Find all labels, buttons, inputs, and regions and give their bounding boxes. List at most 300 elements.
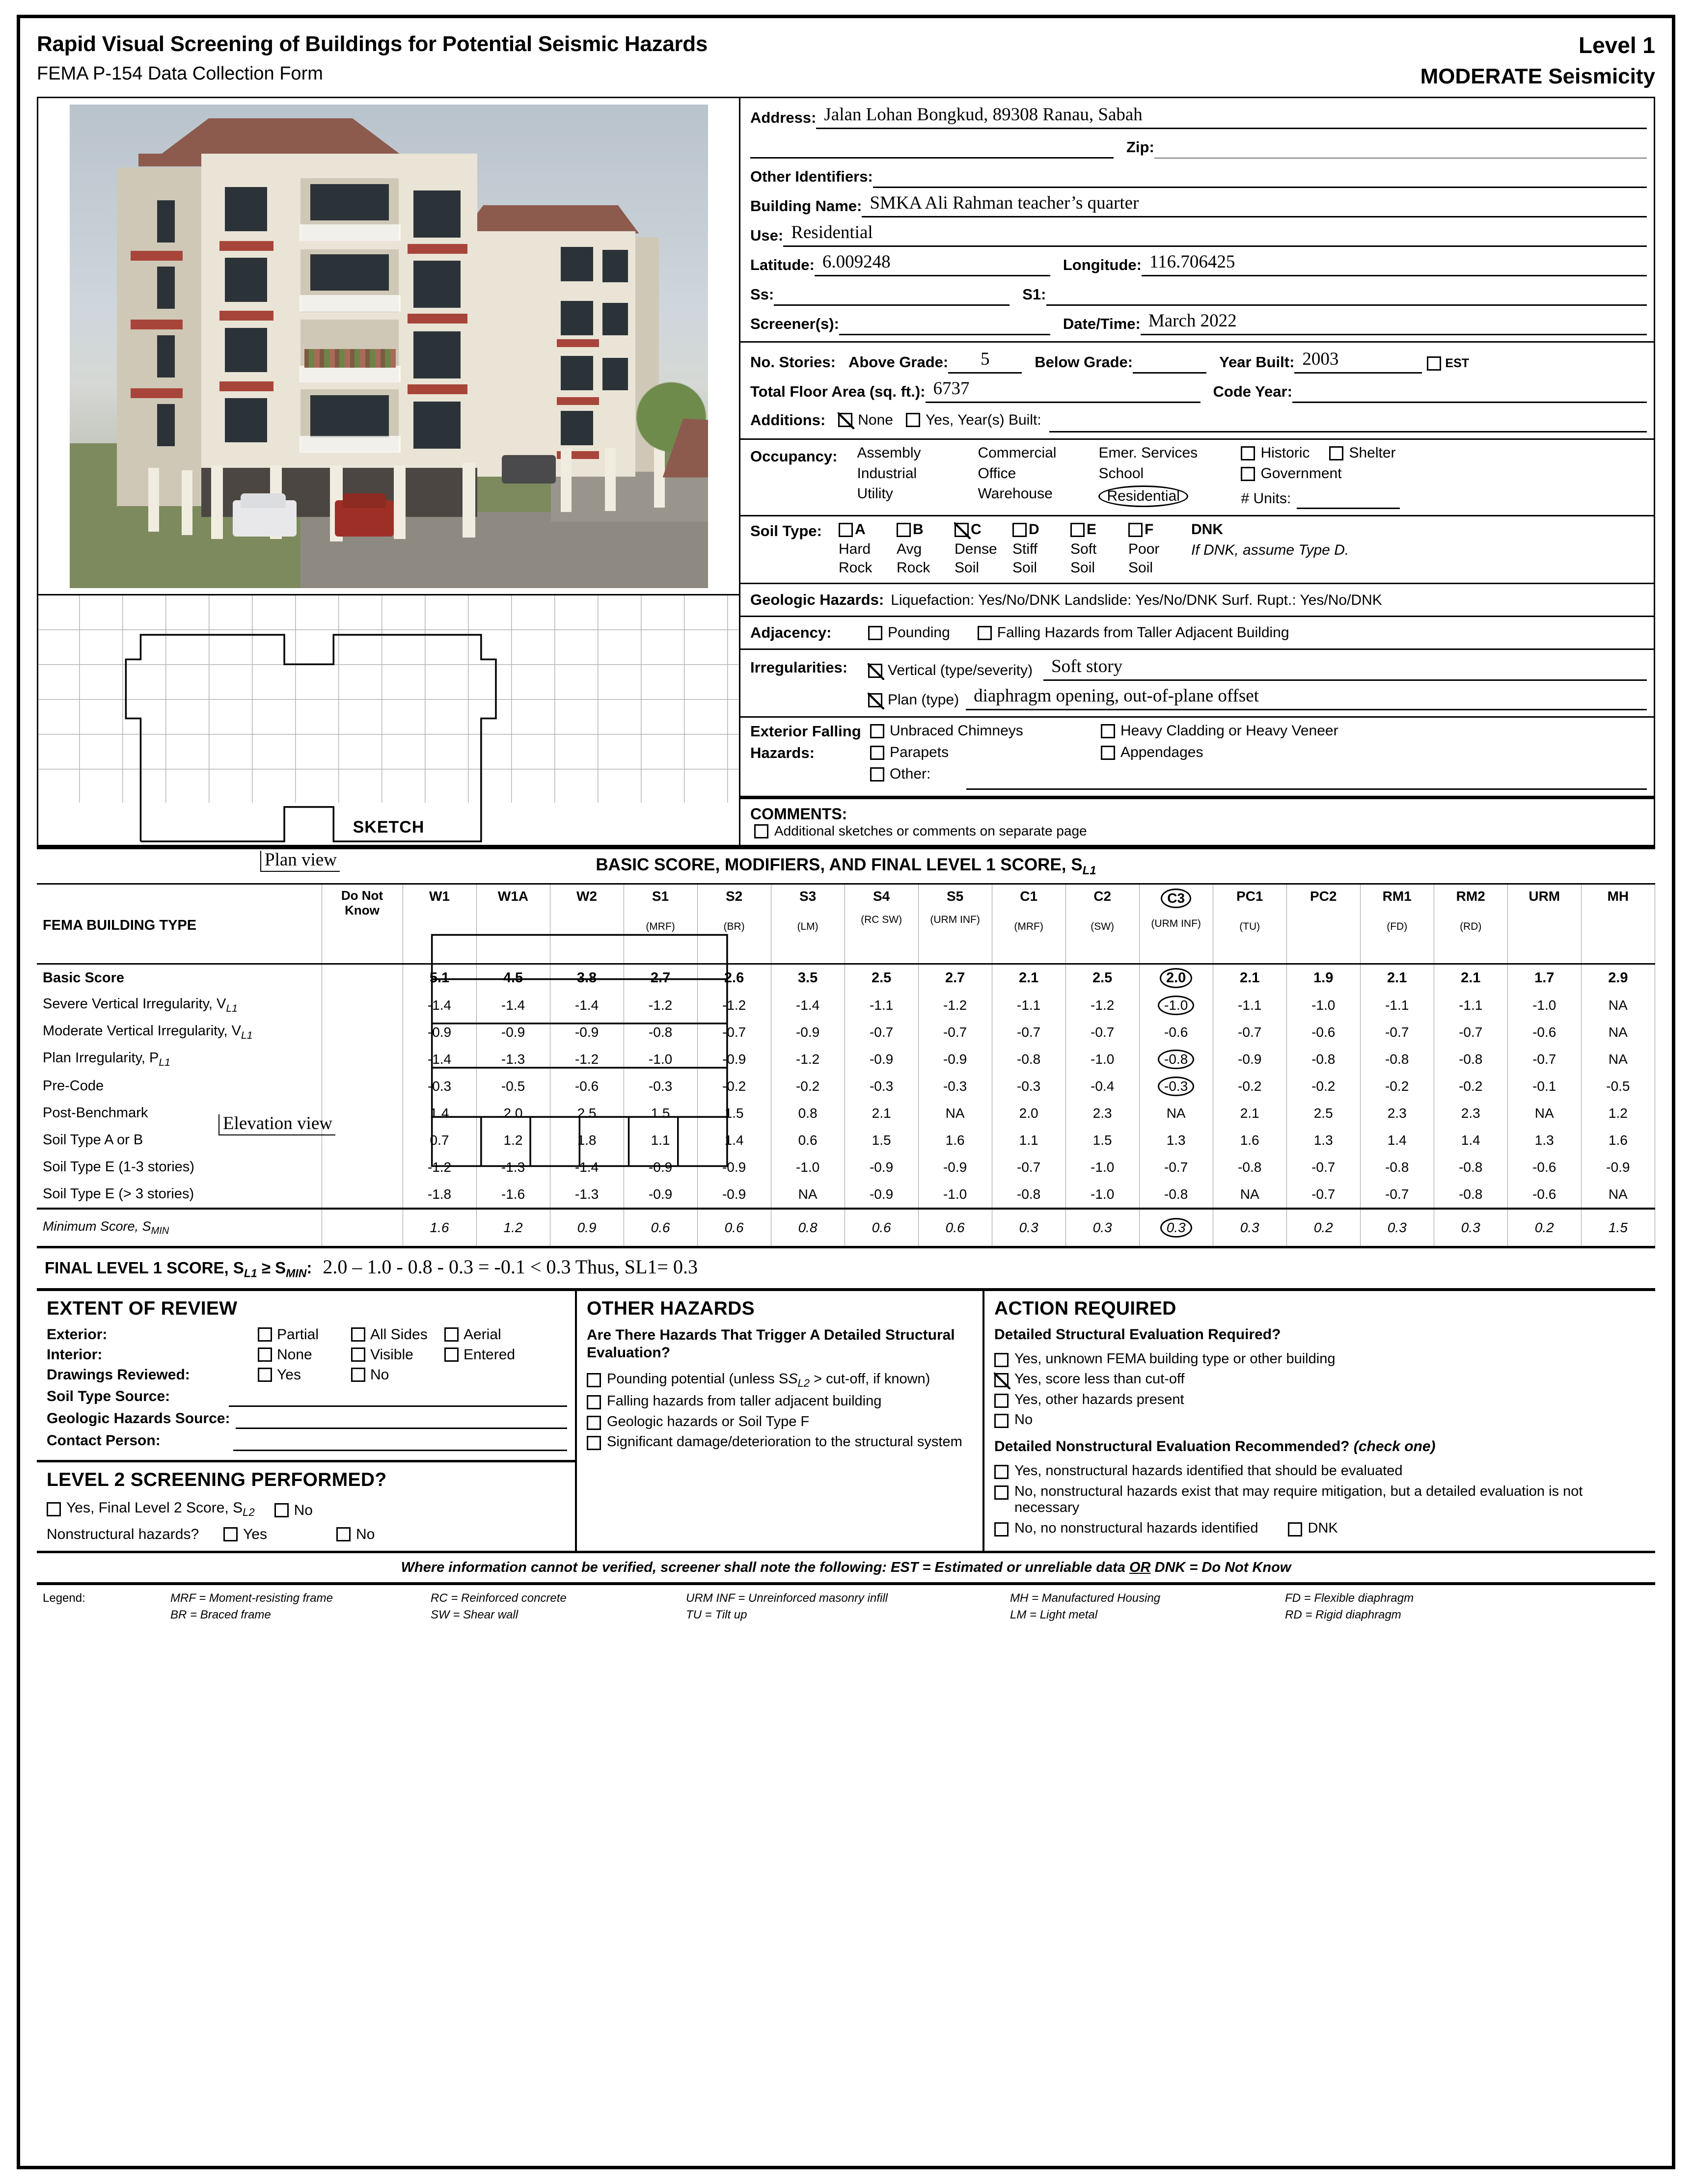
score-table-row: [37, 1181, 1655, 1209]
score-col-s3: S3 (LM): [771, 885, 845, 964]
interior-none-option[interactable]: None: [258, 1347, 351, 1363]
score-cell: 1.5: [1065, 1127, 1139, 1154]
historic-checkbox[interactable]: [1241, 446, 1255, 460]
ar-unknown-type-item[interactable]: Yes, unknown FEMA building type or other building: [994, 1351, 1647, 1368]
additions-none-checkbox[interactable]: [838, 413, 852, 427]
score-cell: NA: [1581, 1019, 1655, 1046]
ar-ns-no-mitigation-checkbox[interactable]: [994, 1485, 1009, 1500]
oh-damage-checkbox[interactable]: [587, 1436, 601, 1450]
score-cell: -1.0: [1065, 1181, 1139, 1209]
adjacency-block: [740, 617, 1654, 650]
soil-option-d[interactable]: [1012, 521, 1070, 577]
soil-option-c[interactable]: [955, 521, 1012, 577]
score-cell: -1.2: [697, 992, 771, 1019]
occupancy-block: [740, 440, 1654, 516]
score-cell: 2.1: [992, 964, 1065, 992]
pounding-checkbox[interactable]: [868, 626, 882, 640]
score-cell: 5.1: [403, 964, 476, 992]
min-score-cell: 0.3: [1139, 1209, 1213, 1247]
min-score-cell: 0.9: [550, 1209, 624, 1247]
address-label: Address:: [750, 109, 817, 126]
government-label: Government: [1260, 465, 1342, 482]
score-cell: NA: [918, 1100, 992, 1127]
legend-rd: RD = Rigid diaphragm: [1285, 1608, 1401, 1622]
ar-ns-none-item[interactable]: No, no nonstructural hazards identified: [994, 1520, 1258, 1537]
score-cell: -0.7: [1434, 1019, 1507, 1046]
additions-none-label: None: [858, 411, 893, 428]
score-cell: 2.5: [845, 964, 918, 992]
parapets-option[interactable]: [870, 744, 1101, 761]
year-built-label: Year Built:: [1219, 353, 1295, 371]
score-cell: -0.2: [1286, 1073, 1360, 1100]
score-cell: -0.8: [624, 1019, 697, 1046]
use-field[interactable]: Residential: [783, 222, 1647, 247]
plan-irregularity-option[interactable]: [868, 692, 959, 710]
score-cell: -0.7: [697, 1019, 771, 1046]
score-cell: -1.1: [992, 992, 1065, 1019]
screeners-label: Screener(s):: [750, 315, 839, 332]
score-cell: -0.7: [992, 1154, 1065, 1181]
score-cell: -1.1: [1434, 992, 1507, 1019]
other-identifiers-field[interactable]: [873, 163, 1647, 188]
geologic-hazards-label: Geologic Hazards:: [750, 591, 884, 608]
score-cell: 2.6: [697, 964, 771, 992]
ar-other-hazards-item[interactable]: Yes, other hazards present: [994, 1392, 1647, 1408]
score-cell: -1.2: [624, 992, 697, 1019]
score-cell: 2.9: [1581, 964, 1655, 992]
score-cell: -0.9: [624, 1154, 697, 1181]
score-cell: 2.1: [1213, 1100, 1286, 1127]
interior-none-checkbox[interactable]: [258, 1348, 272, 1362]
score-cell: 2.3: [1065, 1100, 1139, 1127]
page-title: Rapid Visual Screening of Buildings for Potential Seismic Hazards: [37, 32, 708, 56]
additions-none-option[interactable]: [838, 412, 893, 429]
address-field[interactable]: Jalan Lohan Bongkud, 89308 Ranau, Sabah: [816, 104, 1647, 129]
score-cell: 1.1: [992, 1127, 1065, 1154]
drawings-reviewed-label: Drawings Reviewed:: [47, 1366, 190, 1383]
exterior-allsides-checkbox[interactable]: [351, 1327, 365, 1342]
soil-option-a[interactable]: [839, 521, 897, 577]
drawings-yes-checkbox[interactable]: [258, 1368, 272, 1382]
soil-a-sub1: Hard: [839, 541, 871, 557]
additional-sketches-checkbox[interactable]: [754, 824, 768, 838]
score-cell: -1.6: [476, 1181, 550, 1209]
soil-e-sub1: Soft: [1070, 541, 1097, 557]
below-grade-label: Below Grade:: [1035, 353, 1133, 371]
adjacency-falling-option[interactable]: [978, 624, 1289, 641]
legend-tu: TU = Tilt up: [686, 1608, 747, 1622]
appendages-checkbox[interactable]: [1101, 746, 1115, 760]
level2-nonstructural-label: Nonstructural hazards?: [47, 1526, 199, 1542]
score-cell: -0.5: [1581, 1073, 1655, 1100]
min-score-cell: 0.3: [992, 1209, 1065, 1247]
other-hazard-checkbox[interactable]: [870, 767, 884, 782]
latitude-label: Latitude:: [750, 256, 815, 273]
level2-no-option[interactable]: No: [274, 1502, 313, 1520]
exterior-falling-hazards-block: [740, 718, 1654, 797]
ar-score-below-cutoff-checkbox[interactable]: [994, 1373, 1009, 1387]
unbraced-chimneys-label: Unbraced Chimneys: [890, 723, 1023, 739]
plan-irregularity-field[interactable]: diaphragm opening, out-of-plane offset: [966, 685, 1647, 710]
oh-falling-checkbox[interactable]: [587, 1395, 601, 1409]
ss-field[interactable]: [774, 281, 1010, 306]
score-col-urm: URM: [1507, 885, 1581, 964]
latitude-field[interactable]: 6.009248: [815, 251, 1050, 276]
score-cell: -0.9: [1213, 1046, 1286, 1073]
level2-screening-panel: [37, 1460, 575, 1546]
score-cell: -1.4: [550, 992, 624, 1019]
score-cell: 2.5: [1065, 964, 1139, 992]
score-col-w1: W1: [403, 885, 476, 964]
ar-no-checkbox[interactable]: [994, 1414, 1009, 1428]
exterior-review-label: Exterior:: [47, 1326, 108, 1343]
vertical-irregularity-checkbox[interactable]: [868, 664, 882, 678]
score-cell: -0.8: [1139, 1046, 1213, 1073]
geologic-hazards-items[interactable]: Liquefaction: Yes/No/DNK Landslide: Yes/No/DNK Surf. Rupt.: Yes/No/DNK: [891, 592, 1382, 608]
units-field[interactable]: [1297, 488, 1400, 509]
soil-option-f[interactable]: [1128, 521, 1186, 577]
soil-option-b[interactable]: [897, 521, 955, 577]
score-cell: -0.6: [1286, 1019, 1360, 1046]
score-cell: 2.0: [476, 1100, 550, 1127]
score-cell: 0.8: [771, 1100, 845, 1127]
est-checkbox[interactable]: [1427, 356, 1441, 371]
ar-unknown-type-checkbox[interactable]: [994, 1353, 1009, 1367]
legend-fd: FD = Flexible diaphragm: [1285, 1591, 1414, 1605]
parapets-label: Parapets: [890, 744, 949, 760]
score-cell: -1.1: [845, 992, 918, 1019]
additions-yes-checkbox[interactable]: [906, 413, 920, 427]
exterior-partial-option[interactable]: Partial: [258, 1326, 351, 1343]
level2-nonstructural-yes-option[interactable]: Yes: [223, 1526, 336, 1543]
floor-area-field[interactable]: 6737: [926, 378, 1201, 403]
occupancy-utility[interactable]: Utility: [857, 485, 893, 502]
score-row-label: Pre-Code: [37, 1073, 322, 1100]
sketch-drawings: [38, 595, 739, 1171]
additions-year-field[interactable]: [1049, 407, 1647, 432]
score-cell: -1.4: [476, 992, 550, 1019]
score-col-pc2: PC2: [1286, 885, 1360, 964]
score-cell: 2.0: [1139, 964, 1213, 992]
ar-ns-dnk-item[interactable]: DNK: [1288, 1520, 1338, 1537]
heavy-cladding-checkbox[interactable]: [1101, 724, 1115, 738]
min-score-cell: 1.2: [476, 1209, 550, 1247]
drawings-no-checkbox[interactable]: [351, 1368, 365, 1382]
score-col-c1: C1 (MRF): [992, 885, 1065, 964]
score-cell: -0.3: [1139, 1073, 1213, 1100]
geologic-hazards-block: [740, 584, 1654, 617]
score-cell: -0.9: [697, 1154, 771, 1181]
screeners-field[interactable]: [839, 310, 1050, 335]
score-cell: 2.7: [624, 964, 697, 992]
soil-e-checkbox[interactable]: [1070, 523, 1085, 537]
score-cell: -0.1: [1507, 1073, 1581, 1100]
exterior-aerial-checkbox[interactable]: [444, 1327, 459, 1342]
score-cell: 2.0: [992, 1100, 1065, 1127]
final-score-row: FINAL LEVEL 1 SCORE, $S_{L1} \ge S_{MIN}$: 2.0 – 1.0 - 0.8 - 0.3 = -0.1 < 0.3 Thus, SL1= 0.3: [37, 1248, 1655, 1291]
ar-score-below-cutoff-item[interactable]: Yes, score less than cut-off: [994, 1371, 1647, 1388]
score-col-s4: S4 (RC SW): [845, 885, 918, 964]
score-cell: 1.2: [476, 1127, 550, 1154]
min-score-cell: 0.6: [845, 1209, 918, 1247]
score-cell: 3.5: [771, 964, 845, 992]
s1-field[interactable]: [1046, 281, 1647, 306]
legend-urminf: URM INF = Unreinforced masonry infill: [686, 1591, 888, 1605]
score-cell: 2.5: [1286, 1100, 1360, 1127]
score-cell: 3.8: [550, 964, 624, 992]
occupancy-assembly[interactable]: Assembly: [857, 445, 921, 461]
min-score-cell: 0.3: [1434, 1209, 1507, 1247]
level2-yes-option[interactable]: Yes, Final Level 2 Score, $S_{L2}$: [47, 1500, 255, 1520]
level2-nonstructural-no-checkbox[interactable]: [336, 1527, 351, 1541]
interior-entered-option[interactable]: Entered: [444, 1347, 538, 1363]
stories-block: [740, 343, 1654, 440]
soil-c-sub1: Dense: [955, 541, 997, 557]
score-row-label: Basic Score: [37, 964, 322, 992]
extent-of-review-panel: [37, 1291, 577, 1551]
score-col-c2: C2 (SW): [1065, 885, 1139, 964]
building-photo-container: [38, 98, 739, 595]
score-cell: -0.9: [550, 1019, 624, 1046]
occupancy-warehouse[interactable]: Warehouse: [978, 485, 1053, 502]
interior-entered-checkbox[interactable]: [444, 1348, 459, 1362]
score-cell: -0.8: [1434, 1154, 1507, 1181]
score-cell: -0.9: [918, 1046, 992, 1073]
no-stories-label: No. Stories:: [750, 353, 836, 371]
score-cell: -1.0: [1139, 992, 1213, 1019]
ar-ns-none-checkbox[interactable]: [994, 1522, 1009, 1537]
level2-nonstructural-yes-checkbox[interactable]: [223, 1527, 238, 1541]
score-cell: 4.5: [476, 964, 550, 992]
adjacency-pounding-option[interactable]: [868, 624, 950, 641]
score-cell: -1.0: [1286, 992, 1360, 1019]
interior-visible-option[interactable]: Visible: [351, 1347, 444, 1363]
soil-b-checkbox[interactable]: [897, 523, 911, 537]
address-line2-field[interactable]: [750, 134, 1114, 159]
soil-d-sub2: Soil: [1012, 559, 1037, 576]
score-cell: -0.3: [845, 1073, 918, 1100]
occupancy-industrial[interactable]: Industrial: [857, 465, 917, 482]
soil-option-e[interactable]: [1070, 521, 1128, 577]
score-cell: 1.6: [1581, 1127, 1655, 1154]
min-score-cell: 0.6: [697, 1209, 771, 1247]
score-cell: -1.0: [771, 1154, 845, 1181]
score-col-c3: C3 (URM INF): [1139, 885, 1213, 964]
unbraced-chimneys-option[interactable]: [870, 723, 1101, 739]
legend-mh: MH = Manufactured Housing: [1010, 1591, 1161, 1605]
score-cell: -0.2: [1213, 1073, 1286, 1100]
score-col-w2: W2: [550, 885, 624, 964]
other-hazards-question: Are There Hazards That Trigger A Detailed Structural Evaluation?: [587, 1326, 955, 1361]
irregularities-label: Irregularities:: [750, 659, 848, 676]
legend-row: [37, 1585, 1655, 1624]
occupancy-historic-option[interactable]: [1241, 445, 1310, 461]
score-cell: 1.5: [624, 1100, 697, 1127]
occupancy-emer-services[interactable]: Emer. Services: [1098, 445, 1198, 461]
score-cell: -0.3: [624, 1073, 697, 1100]
plan-irregularity-label: Plan (type): [888, 692, 959, 708]
vertical-irregularity-option[interactable]: [868, 662, 1033, 681]
datetime-label: Date/Time:: [1063, 315, 1141, 332]
comments-block: [740, 797, 1654, 845]
score-cell: -0.7: [918, 1019, 992, 1046]
score-cell: -0.9: [845, 1046, 918, 1073]
score-cell: 1.1: [624, 1127, 697, 1154]
score-cell: -1.3: [476, 1154, 550, 1181]
score-row-label: Post-Benchmark: [37, 1100, 322, 1127]
parapets-checkbox[interactable]: [870, 746, 884, 760]
vertical-irregularity-field[interactable]: Soft story: [1043, 656, 1647, 681]
score-col-pc1: PC1 (TU): [1213, 885, 1286, 964]
year-built-field[interactable]: 2003: [1294, 349, 1422, 374]
plan-irregularity-checkbox[interactable]: [868, 693, 882, 707]
below-grade-field[interactable]: [1133, 349, 1206, 374]
score-cell: -1.3: [550, 1181, 624, 1209]
level2-no-checkbox[interactable]: [274, 1503, 289, 1517]
level2-yes-checkbox[interactable]: [47, 1502, 61, 1516]
geologic-hazards-source-field[interactable]: [236, 1409, 567, 1429]
score-cell: -1.0: [1065, 1046, 1139, 1073]
score-cell: -0.7: [1286, 1154, 1360, 1181]
code-year-field[interactable]: [1292, 378, 1647, 403]
score-cell: -1.1: [1213, 992, 1286, 1019]
zip-field[interactable]: [1154, 134, 1647, 159]
score-cell: -0.9: [845, 1181, 918, 1209]
soil-a-checkbox[interactable]: [839, 523, 853, 537]
score-cell: -0.9: [697, 1046, 771, 1073]
score-cell: 1.4: [403, 1100, 476, 1127]
score-cell: -1.2: [771, 1046, 845, 1073]
ar-ns-no-mitigation-item[interactable]: No, nonstructural hazards exist that may require mitigation, but a detailed evaluation is not necessary: [994, 1483, 1647, 1516]
soil-e-code: E: [1087, 521, 1097, 538]
other-hazard-option[interactable]: [870, 766, 930, 784]
soil-f-checkbox[interactable]: [1128, 523, 1143, 537]
interior-review-row: [47, 1347, 567, 1363]
occupancy-shelter-option[interactable]: [1329, 445, 1395, 461]
soil-b-code: B: [913, 521, 924, 538]
contact-person-field[interactable]: [233, 1431, 567, 1451]
longitude-field[interactable]: 116.706425: [1142, 251, 1647, 276]
score-cell: 1.2: [1581, 1100, 1655, 1127]
score-cell: 1.9: [1286, 964, 1360, 992]
ar-other-hazards-checkbox[interactable]: [994, 1394, 1009, 1408]
occupancy-office[interactable]: Office: [978, 465, 1016, 482]
score-cell: -0.7: [845, 1019, 918, 1046]
score-row-label: Soil Type A or B: [37, 1127, 322, 1154]
irregularities-block: [740, 650, 1654, 718]
score-cell: 1.3: [1286, 1127, 1360, 1154]
min-score-cell: 1.6: [403, 1209, 476, 1247]
oh-falling-item[interactable]: Falling hazards from taller adjacent building: [587, 1393, 975, 1410]
comments-title: COMMENTS:: [750, 805, 847, 823]
score-cell: -0.7: [1360, 1019, 1434, 1046]
score-cell: -1.0: [1507, 992, 1581, 1019]
additions-yes-option[interactable]: [906, 412, 1041, 429]
pounding-label: Pounding: [888, 624, 950, 641]
score-cell: -1.2: [1065, 992, 1139, 1019]
occupancy-commercial[interactable]: Commercial: [978, 445, 1057, 461]
oh-pounding-checkbox[interactable]: [587, 1373, 601, 1387]
oh-pounding-item[interactable]: Pounding potential (unless $SS_{L2} > cut-off$, if known): [587, 1371, 975, 1389]
government-checkbox[interactable]: [1241, 467, 1255, 481]
falling-hazards-label: Falling Hazards from Taller Adjacent Building: [997, 624, 1289, 641]
drawings-yes-option[interactable]: Yes: [258, 1367, 351, 1383]
score-cell: NA: [771, 1181, 845, 1209]
oh-damage-item[interactable]: Significant damage/deterioration to the structural system: [587, 1434, 975, 1451]
ar-ns-yes-item[interactable]: Yes, nonstructural hazards identified that should be evaluated: [994, 1463, 1647, 1480]
heavy-cladding-option[interactable]: [1101, 723, 1647, 739]
level2-title: LEVEL 2 SCREENING PERFORMED?: [47, 1469, 387, 1490]
exterior-partial-checkbox[interactable]: [258, 1327, 272, 1342]
interior-visible-checkbox[interactable]: [351, 1348, 365, 1362]
geologic-hazards-source-label: Geologic Hazards Source:: [47, 1410, 230, 1427]
level2-nonstructural-no-option[interactable]: No: [336, 1526, 375, 1543]
geologic-hazards-source-row: [47, 1409, 567, 1429]
score-col-mh: MH: [1581, 885, 1655, 964]
legend-br: BR = Braced frame: [170, 1608, 271, 1622]
oh-geologic-checkbox[interactable]: [587, 1416, 601, 1430]
occupancy-school[interactable]: School: [1098, 465, 1144, 482]
occupancy-residential[interactable]: Residential: [1098, 485, 1188, 507]
unbraced-chimneys-checkbox[interactable]: [870, 724, 884, 738]
score-cell: -0.3: [918, 1073, 992, 1100]
exterior-aerial-option[interactable]: Aerial: [444, 1326, 538, 1343]
above-grade-field[interactable]: 5: [948, 349, 1022, 374]
ar-no-item[interactable]: No: [994, 1412, 1647, 1429]
plan-view-label: Plan view: [260, 851, 340, 872]
score-cell: -1.2: [403, 1154, 476, 1181]
oh-geologic-item[interactable]: Geologic hazards or Soil Type F: [587, 1414, 975, 1430]
building-name-field[interactable]: SMKA Ali Rahman teacher’s quarter: [862, 192, 1647, 217]
form-header: [37, 32, 1655, 89]
falling-hazards-checkbox[interactable]: [978, 626, 992, 640]
occupancy-label: Occupancy:: [750, 448, 838, 465]
score-row-label: Moderate Vertical Irregularity, $V_{L1}$: [37, 1019, 322, 1046]
exterior-allsides-option[interactable]: All Sides: [351, 1326, 444, 1343]
soil-c-checkbox[interactable]: [955, 523, 969, 537]
score-cell: -0.7: [1507, 1046, 1581, 1073]
score-cell: NA: [1139, 1100, 1213, 1127]
shelter-checkbox[interactable]: [1329, 446, 1343, 460]
level-badge: Level 1: [1579, 32, 1655, 58]
score-cell: -0.8: [992, 1181, 1065, 1209]
score-cell: 2.1: [845, 1100, 918, 1127]
exterior-falling-label-2: Hazards:: [750, 744, 815, 761]
datetime-field[interactable]: March 2022: [1141, 310, 1647, 335]
soil-type-source-row: [47, 1387, 567, 1407]
score-cell: 1.6: [1213, 1127, 1286, 1154]
ar-ns-yes-checkbox[interactable]: [994, 1465, 1009, 1479]
score-cell: -1.3: [476, 1046, 550, 1073]
soil-d-sub1: Stiff: [1012, 541, 1038, 557]
score-cell: -0.6: [1507, 1019, 1581, 1046]
score-cell: -0.7: [1065, 1019, 1139, 1046]
occupancy-government-option[interactable]: [1241, 465, 1400, 482]
score-cell: -0.8: [1434, 1181, 1507, 1209]
s1-label: S1:: [1022, 286, 1046, 303]
ar-ns-dnk-checkbox[interactable]: [1288, 1522, 1302, 1537]
score-cell: -0.2: [1360, 1073, 1434, 1100]
appendages-option[interactable]: [1101, 744, 1647, 761]
drawings-no-option[interactable]: No: [351, 1367, 444, 1383]
shelter-label: Shelter: [1349, 445, 1396, 461]
soil-type-source-field[interactable]: [229, 1387, 567, 1407]
adjacency-label: Adjacency:: [750, 624, 832, 641]
exterior-falling-label-1: Exterior Falling: [750, 723, 861, 740]
score-cell: -0.8: [1434, 1046, 1507, 1073]
code-year-label: Code Year:: [1213, 383, 1292, 400]
soil-d-checkbox[interactable]: [1012, 523, 1027, 537]
